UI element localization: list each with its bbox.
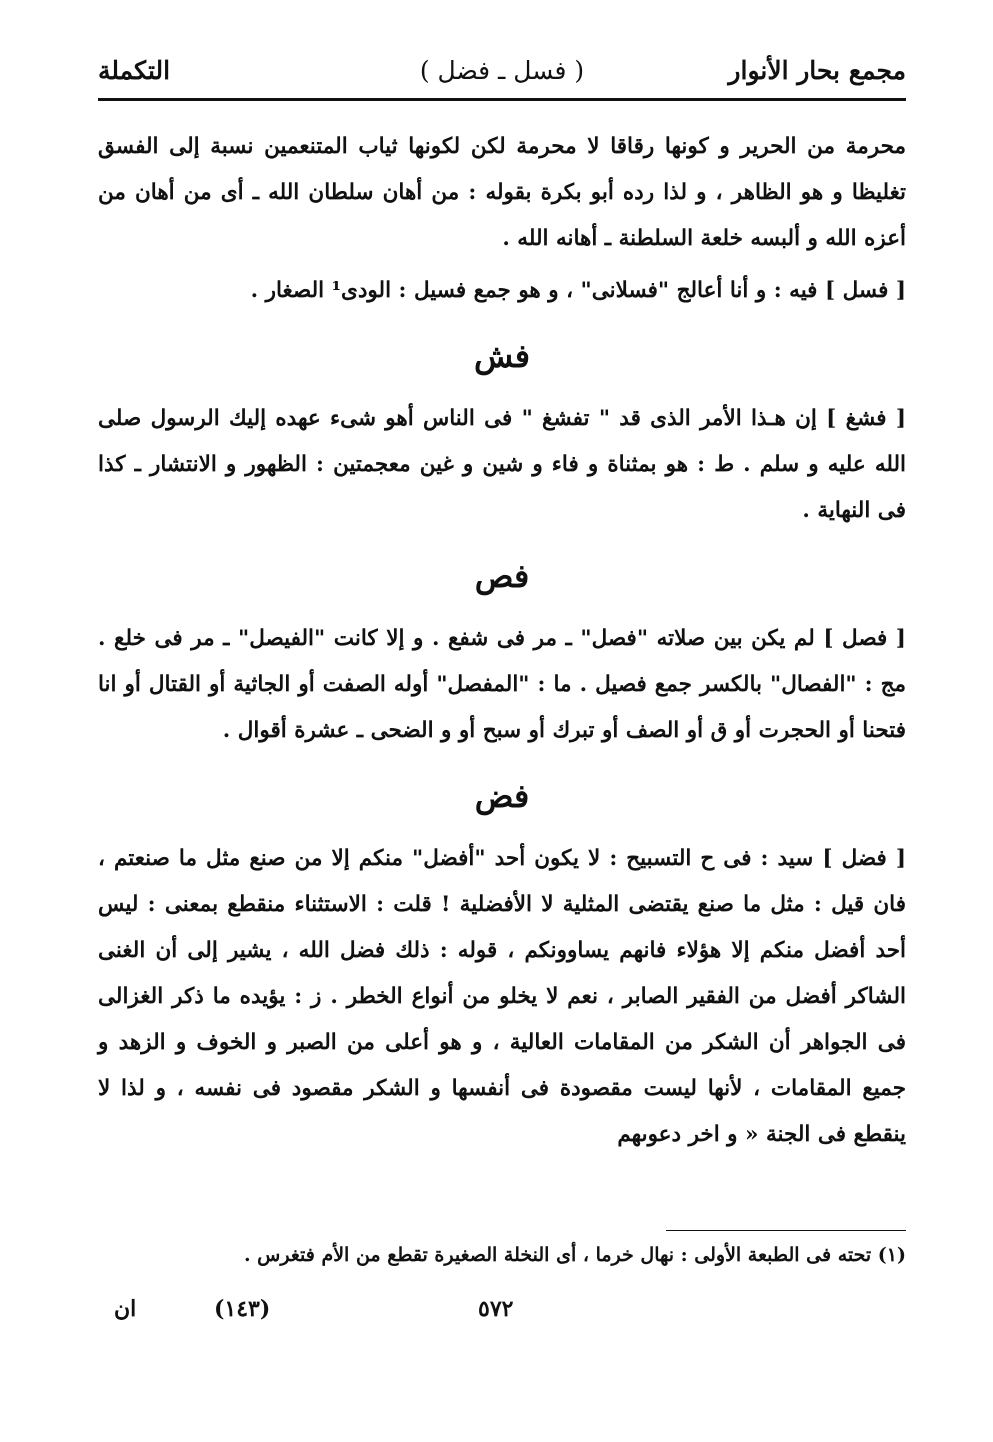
page-number: ٥٧٢ [478, 1296, 514, 1322]
paragraph: [ فضل ] سيد : فى ح التسبيح : لا يكون أحد "أفضل" منكم إلا من صنع مثل ما صنعتم ، فان قيل : مثل ما صنع يقتضى المثلية لا الأفضلية ! قلت : الاستثناء منقطع بمعنى : ليس أحد أفضل منكم إلا هؤلاء فانهم يساوونكم ، قوله : ذلك فضل الله ، يشير إلى أن الغنى الشاكر أفضل من الفقير الصابر ، نعم لا يخلو من أنواع الخطر . ز : يؤيده ما ذكر الغزالى فى الجواهر أن الشكر من المقامات العالية ، و هو أعلى من الصبر و الخوف و الزهد و جميع المقامات ، لأنها ليست مقصودة فى أنفسها و الشكر مقصود فى نفسه ، و لذا لا ينقطع فى الجنة « و اخر دعوىهم [98, 846, 906, 1147]
section-label: التكملة [98, 56, 171, 85]
running-header [98, 52, 906, 96]
footnote: (١) تحته فى الطبعة الأولى : نهال خرما ، أى النخلة الصغيرة تقطع من الأم فتغرس . [243, 1244, 906, 1266]
page-footer [98, 1290, 906, 1330]
paragraph: [ فسل ] فيه : و أنا أعالج "فسلانى" ، و هو جمع فسيل : الودى¹ الصغار . [250, 278, 906, 303]
book-title: مجمع بحار الأنوار [728, 56, 906, 85]
main-text [98, 124, 906, 1158]
volume-reference: (١٤٣) [214, 1296, 271, 1322]
header-rule [98, 98, 906, 101]
section-heading: فض [474, 777, 530, 815]
paragraph: [ فشغ ] إن هـذا الأمر الذى قد " تفشغ " فى الناس أهو شىء عهده إليك الرسول صلى الله عليه و سلم . ط : هو بمثناة و فاء و شين و غين معجمتين : الظهور و الانتشار ـ كذا فى النهاية . [98, 406, 906, 523]
section-heading: فص [474, 557, 530, 595]
section-heading: فش [473, 337, 531, 375]
paragraph: محرمة من الحرير و كونها رقاقا لا محرمة لكن لكونها ثياب المتنعمين نسبة إلى الفسق تغليظا و هو الظاهر ، و لذا رده أبو بكرة بقوله : من أهان سلطان الله ـ أى من أهان من أعزه الله و ألبسه خلعة السلطنة ـ أهانه الله . [98, 134, 906, 251]
entry-range: ( فسل ـ فضل ) [419, 56, 585, 85]
catchword: ان [114, 1296, 137, 1322]
footnote-rule [666, 1230, 906, 1231]
paragraph: [ فصل ] لم يكن بين صلاته "فصل" ـ مر فى شفع . و إلا كانت "الفيصل" ـ مر فى خلع . مج : "الفصال" بالكسر جمع فصيل . ما : "المفصل" أوله الصفت أو الجاثية أو القتال أو انا فتحنا أو الحجرت أو ق أو الصف أو تبرك أو سبح أو و الضحى ـ عشرة أقوال . [98, 626, 906, 743]
